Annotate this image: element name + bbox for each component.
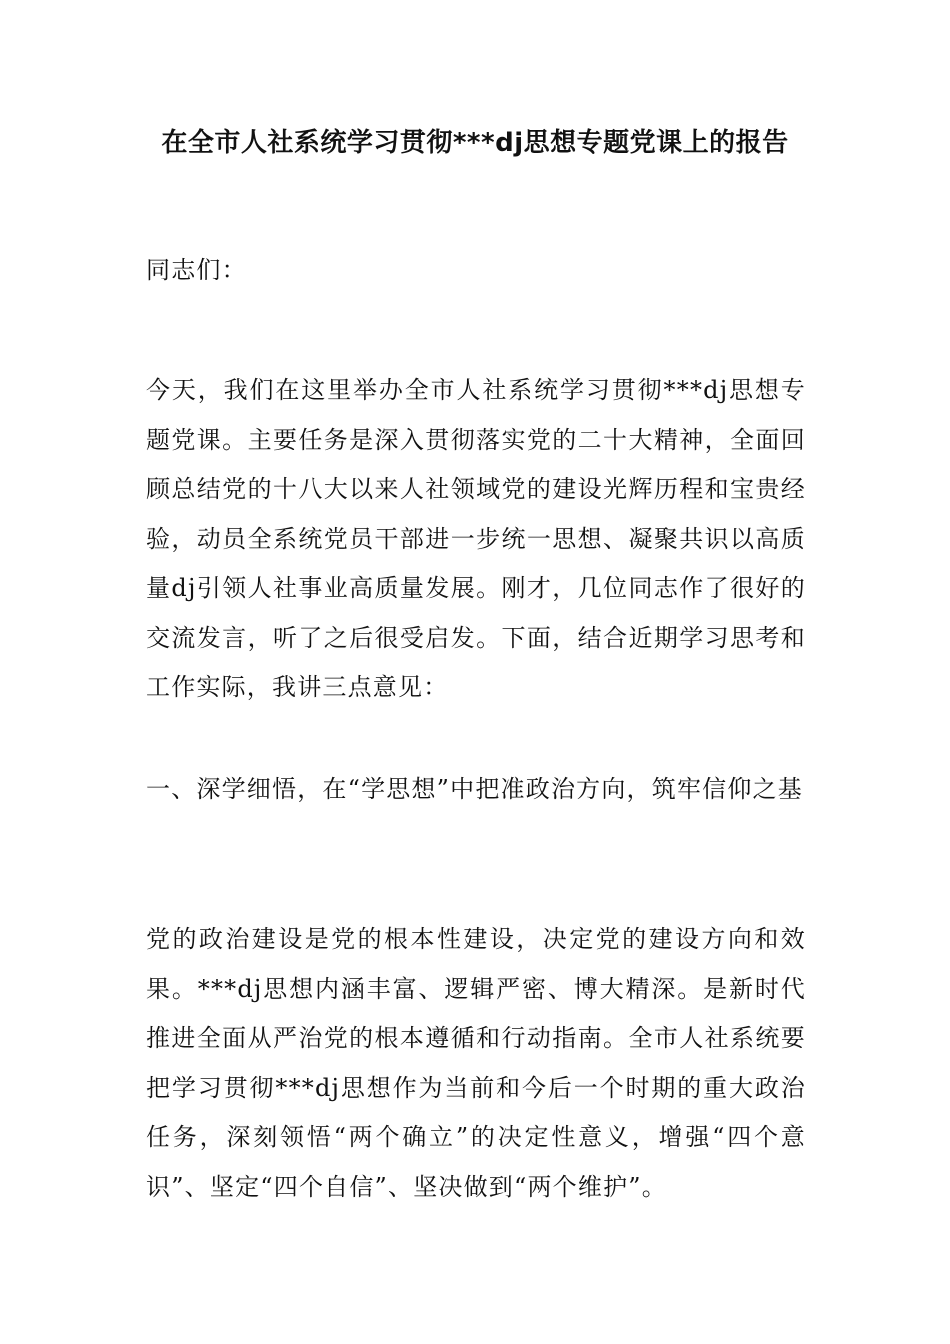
section-heading-one: 一、深学细悟，在“学思想”中把准政治方向，筑牢信仰之基 [146,775,803,803]
document-title: 在全市人社系统学习贯彻***dj思想专题党课上的报告 [161,128,789,158]
paragraph-political-building: 党的政治建设是党的根本性建设，决定党的建设方向和效果。***dj思想内涵丰富、逻辑严密、博大精深。是新时代推进全面从严治党的根本遵循和行动指南。全市人社系统要把学习贯彻***dj思想作为当前和今后一个时期的重大政治任务，深刻领悟“两个确立”的决定性意义，增强“四个意识”、坚定“四个自信”、坚决做到“两个维护”。 [146,925,806,1201]
paragraph-intro: 今天，我们在这里举办全市人社系统学习贯彻***dj思想专题党课。主要任务是深入贯彻落实党的二十大精神，全面回顾总结党的十八大以来人社领域党的建设光辉历程和宝贵经验，动员全系统党员干部进一步统一思想、凝聚共识以高质量dj引领人社事业高质量发展。刚才，几位同志作了很好的交流发言，听了之后很受启发。下面，结合近期学习思考和工作实际，我讲三点意见： [146,376,806,701]
salutation: 同志们： [146,256,247,284]
